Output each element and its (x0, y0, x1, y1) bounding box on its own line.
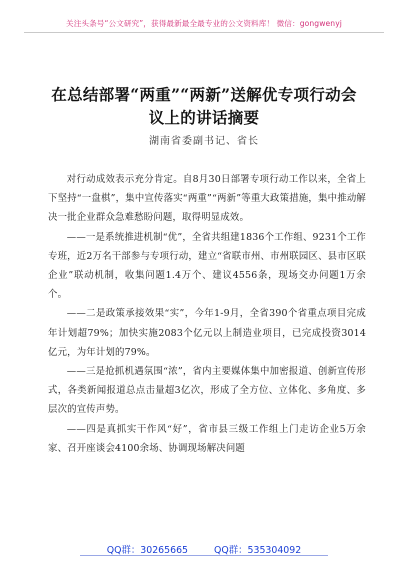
document-author: 湖南省委副书记、省长 (149, 136, 259, 147)
document-title-line-1: 在总结部署“两重”“两新”送解优专项行动会 (51, 85, 357, 104)
body-paragraph: ——三是抢抓机遇氛围“浓”，省内主要媒体集中加密报道、创新宣传形式，各类新闻报道总点击量超3亿次，形成了全方位、立体化、多角度、多层次的宣传声势。 (48, 366, 366, 416)
footer-qq-group-1: QQ群：30265665 (106, 545, 189, 556)
body-paragraph: ——四是真抓实干作风“好”，省市县三级工作组上门走访企业5万余家、召开座谈会4100余场、协调现场解决问题 (48, 423, 366, 454)
header-promo-text: 关注头条号“公文研究”，获得最新最全最专业的公文资料库！ 微信：gongwenyj (66, 19, 342, 28)
document-title-line-2: 议上的讲话摘要 (148, 108, 260, 127)
footer-qq-groups (0, 542, 408, 556)
document-body (48, 170, 366, 458)
footer-underline (80, 555, 328, 556)
body-paragraph: 对行动成效表示充分肯定。自8月30日部署专项行动工作以来，全省上下坚持“一盘棋”，集中宣传落实“两重”“两新”等重大政策措施，集中推动解决一批企业群众急难愁盼问题，取得明显成效。 (48, 174, 366, 224)
header-divider (24, 32, 384, 33)
body-paragraph: ——二是政策承接效果“实”，今年1-9月，全省390个省重点项目完成年计划超79%；加快实施2083个亿元以上制造业项目，已完成投资3014亿元，为年计划的79%。 (48, 308, 366, 358)
footer-qq-group-2: QQ群：535304092 (214, 545, 302, 556)
body-paragraph: ——一是系统推进机制“优”，全省共组建1836个工作组、9231个工作专班，近2万名干部参与专项行动，建立“省联市州、市州联园区、县市区联企业”联动机制，收集问题1.4万个、建议4556条，现场交办问题1万余个。 (48, 231, 366, 301)
